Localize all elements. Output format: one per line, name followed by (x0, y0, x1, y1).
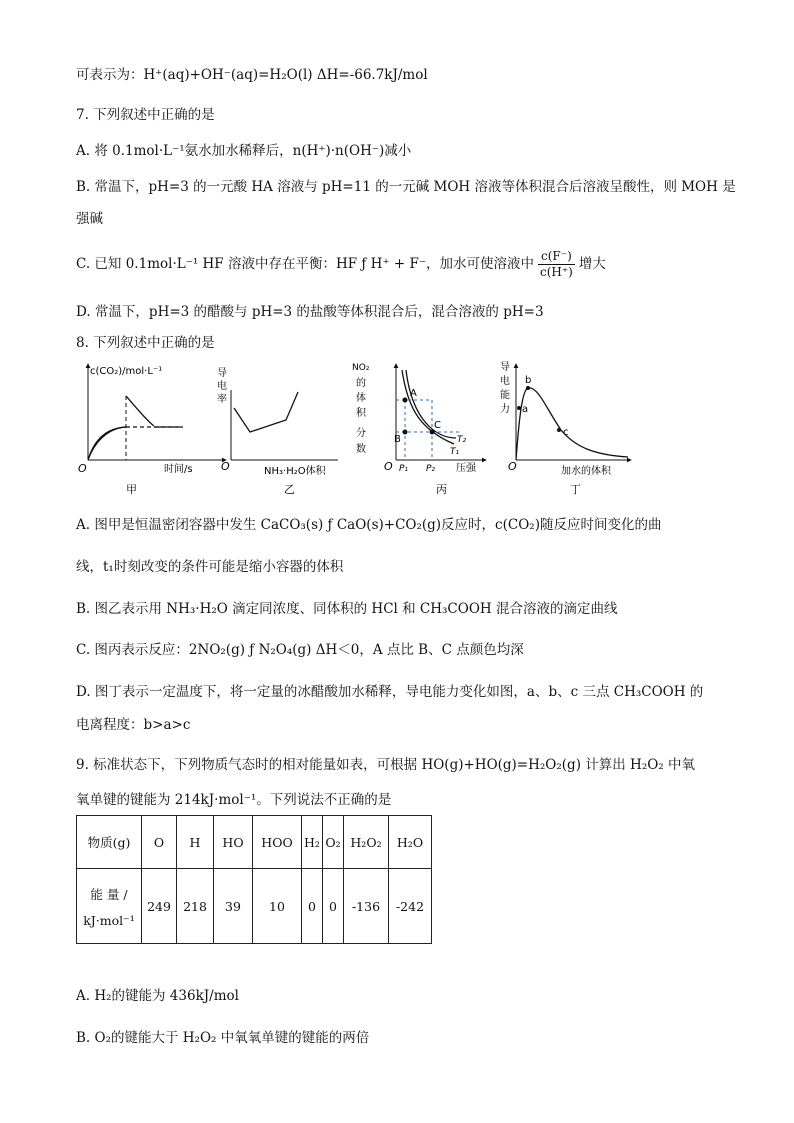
bing-p2: P₂ (426, 464, 436, 474)
question-7-option-b-line2: 强碱 (76, 211, 103, 227)
bing-y-char-1: NO₂ (352, 363, 370, 373)
ding-x-label: 加水的体积 (561, 466, 611, 477)
yi-origin: O (221, 460, 230, 473)
bing-origin: O (384, 460, 393, 473)
table-cell: 0 (302, 869, 323, 944)
yi-x-label: NH₃·H₂O体积 (264, 466, 326, 477)
ding-label-a: a (522, 404, 529, 415)
question-8-option-a-line1: A. 图甲是恒温密闭容器中发生 CaCO₃(s) ƒ CaO(s)+CO₂(g)反应时，c(CO₂)随反应时间变化的曲 (76, 517, 662, 533)
question-8-option-c: C. 图丙表示反应：2NO₂(g) ƒ N₂O₄(g) ΔH＜0，A 点比 B、C 点颜色均深 (76, 642, 524, 658)
jia-y-label: c(CO₂)/mol·L⁻¹ (90, 366, 163, 377)
bing-y-char-6: 数 (356, 444, 366, 455)
question-8-option-d-line2: 电离程度：b>a>c (76, 717, 191, 733)
jia-caption: 甲 (126, 483, 137, 496)
table-header-cell: HO (214, 816, 253, 869)
table-header-row (77, 816, 432, 869)
text-line-1: 可表示为：H⁺(aq)+OH⁻(aq)=H₂O(l) ΔH=-66.7kJ/mol (76, 67, 428, 83)
bing-x-label: 压强 (456, 463, 476, 474)
jia-origin: O (78, 462, 87, 475)
bing-y-char-4: 积 (356, 408, 366, 419)
yi-y-char-3: 率 (217, 394, 227, 405)
ding-origin: O (508, 460, 517, 473)
ding-y-char-4: 力 (500, 404, 510, 415)
bing-y-char-5: 分 (356, 428, 366, 439)
table-header-cell: O (142, 816, 177, 869)
table-cell: 39 (214, 869, 253, 944)
table-cell: -242 (389, 869, 432, 944)
bing-point-b (403, 430, 408, 435)
table-header-cell: H₂O₂ (344, 816, 389, 869)
bing-label-t2: T₂ (457, 435, 467, 445)
table-header-cell: 物质(g) (77, 816, 142, 869)
jia-x-label: 时间/s (164, 464, 193, 475)
row-label-line1: 能 量 / (90, 886, 128, 902)
question-8-stem: 8. 下列叙述中正确的是 (76, 335, 215, 351)
bing-label-c: C (434, 420, 441, 431)
figure-bing (352, 363, 486, 496)
yi-y-char-1: 导 (217, 368, 227, 379)
table-header-cell: HOO (253, 816, 302, 869)
question-9-stem-line1: 9. 标准状态下，下列物质气态时的相对能量如表，可根据 HO(g)+HO(g)=H₂O₂(g) 计算出 H₂O₂ 中氧 (76, 757, 695, 773)
yi-y-char-2: 电 (217, 381, 227, 392)
question-7-option-c (76, 242, 606, 286)
question-9-option-a: A. H₂的键能为 436kJ/mol (76, 988, 239, 1004)
table-cell: -136 (344, 869, 389, 944)
yi-caption: 乙 (284, 483, 295, 496)
ding-y-char-2: 电 (500, 376, 510, 387)
question-8-option-b: B. 图乙表示用 NH₃·H₂O 滴定同浓度、同体积的 HCl 和 CH₃COOH 混合溶液的滴定曲线 (76, 601, 618, 617)
table-cell: 249 (142, 869, 177, 944)
question-7-option-a: A. 将 0.1mol·L⁻¹氨水加水稀释后，n(H⁺)·n(OH⁻)减小 (76, 143, 412, 159)
question-9-option-b: B. O₂的键能大于 H₂O₂ 中氧氧单键的键能的两倍 (76, 1030, 370, 1046)
figure-yi (217, 367, 338, 496)
ding-y-char-1: 导 (500, 362, 510, 373)
table-header-cell: O₂ (323, 816, 344, 869)
table-row (77, 869, 432, 944)
bing-y-char-3: 体 (356, 393, 366, 404)
ding-point-b (526, 386, 530, 390)
bing-point-a (403, 398, 408, 403)
row-label-line2: kJ·mol⁻¹ (83, 912, 135, 928)
table-header-cell: H₂O (389, 816, 432, 869)
option-c-fraction (538, 249, 575, 280)
option-c-prefix: C. 已知 0.1mol·L⁻¹ HF 溶液中存在平衡：HF ƒ H⁺ + F⁻，加水可使溶液中 (76, 256, 534, 272)
question-7-stem: 7. 下列叙述中正确的是 (76, 107, 215, 123)
question-8-option-d-line1: D. 图丁表示一定温度下，将一定量的冰醋酸加水稀释，导电能力变化如图，a、b、c 三点 CH₃COOH 的 (76, 684, 704, 700)
option-c-suffix: 增大 (578, 256, 606, 272)
table-header-cell: H₂ (302, 816, 323, 869)
ding-y-char-3: 能 (500, 390, 510, 401)
ding-label-c: c (563, 427, 569, 438)
bing-caption: 丙 (436, 483, 447, 496)
table-cell: 10 (253, 869, 302, 944)
question-9-stem-line2: 氧单键的键能为 214kJ·mol⁻¹。下列说法不正确的是 (76, 792, 392, 808)
bing-label-a: A (410, 388, 417, 399)
question-8-option-a-line2: 线，t₁时刻改变的条件可能是缩小容器的体积 (76, 559, 344, 575)
table-row-label (77, 869, 142, 944)
figure-ding (500, 361, 631, 496)
ding-caption: 丁 (570, 483, 581, 496)
energy-table (76, 815, 432, 944)
table-cell: 218 (177, 869, 214, 944)
figure-row (76, 360, 636, 500)
ding-point-c (557, 428, 561, 432)
ding-point-a (517, 406, 521, 410)
figure-jia (78, 364, 226, 496)
fraction-denominator: c(H⁺) (539, 264, 573, 279)
bing-label-b: B (394, 434, 401, 445)
table-header-cell: H (177, 816, 214, 869)
question-7-option-b-line1: B. 常温下，pH=3 的一元酸 HA 溶液与 pH=11 的一元碱 MOH 溶液等体积混合后溶液呈酸性，则 MOH 是 (76, 179, 736, 195)
ding-label-b: b (525, 375, 532, 386)
fraction-numerator: c(F⁻) (538, 249, 575, 265)
bing-label-t1: T₁ (450, 447, 460, 457)
question-7-option-d: D. 常温下，pH=3 的醋酸与 pH=3 的盐酸等体积混合后，混合溶液的 pH=3 (76, 304, 544, 320)
bing-p1: P₁ (399, 464, 409, 474)
table-cell: 0 (323, 869, 344, 944)
bing-y-char-2: 的 (356, 378, 366, 389)
